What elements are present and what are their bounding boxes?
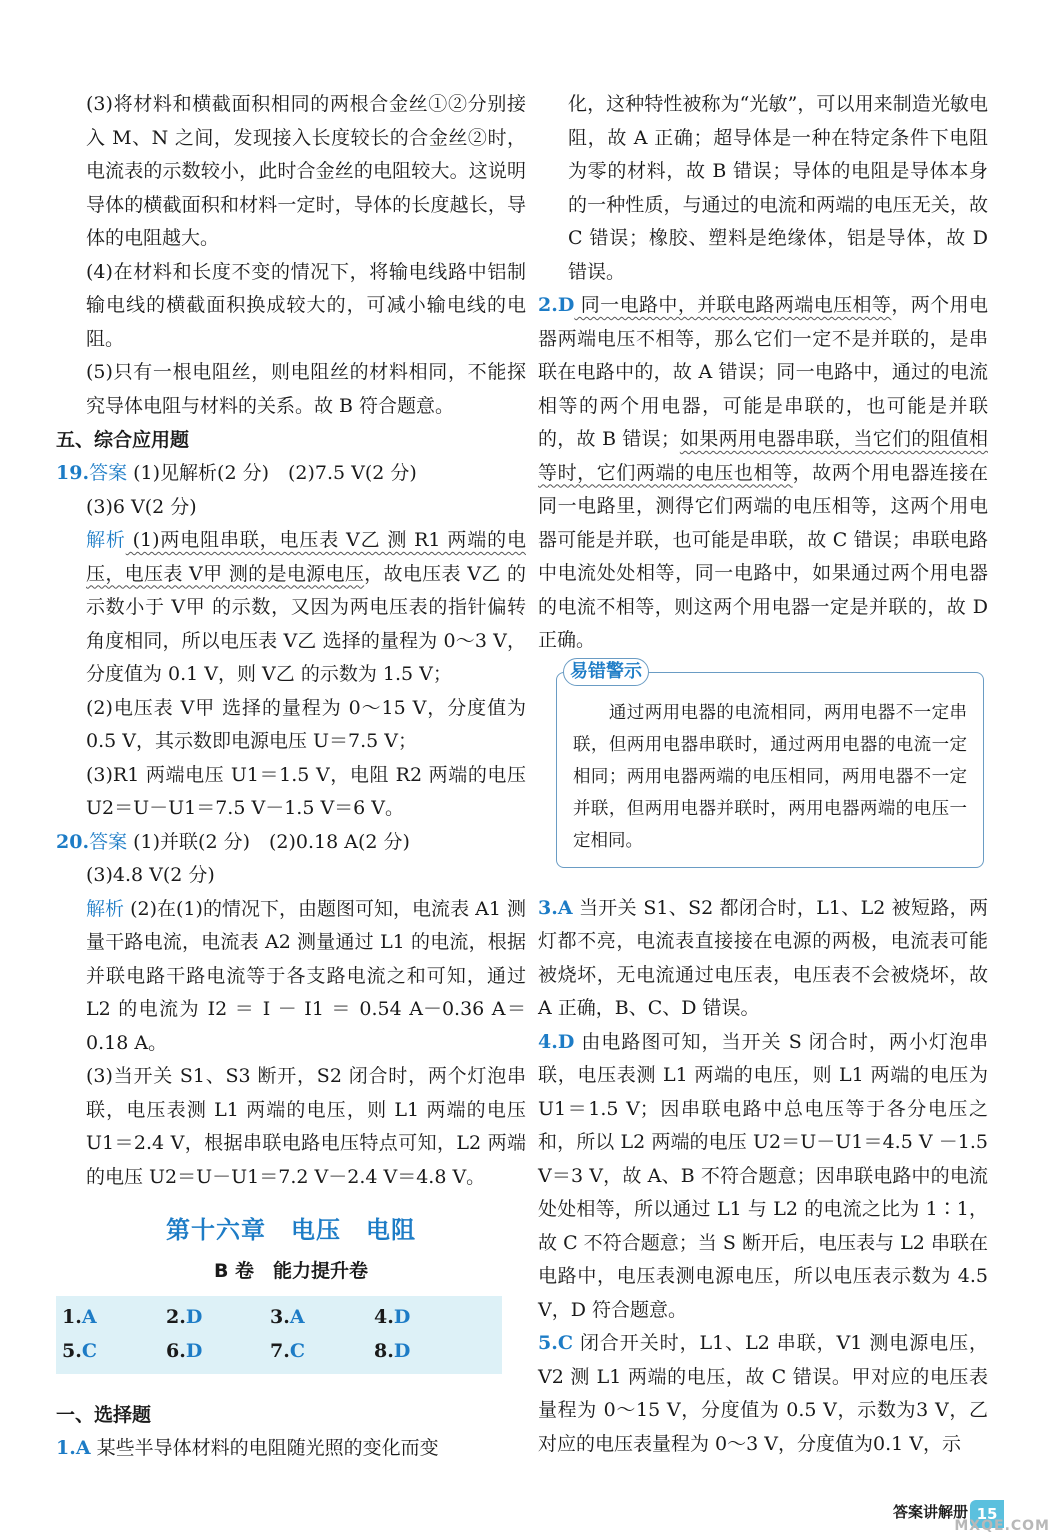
q19-part2: (2)电压表 V甲 选择的量程为 0～15 V，分度值为 0.5 V，其示数即电源电压 U＝7.5 V；: [86, 696, 526, 752]
footer-section-label: 答案讲解册: [892, 1503, 968, 1521]
q19-answer-line2: (3)6 V(2 分): [86, 495, 197, 518]
q20-analysis: [56, 893, 526, 1061]
q5-text: 闭合开关时，L1、L2 串联，V1 测电源电压，V2 测 L1 两端的电压，故 C 错误。甲对应的电压表量程为 0～15 V，分度值为 0.5 V，示数为3 V，乙对应的电压表量程为 0～3 V，分度值为0.1 V，示: [538, 1332, 988, 1455]
section-title-choice: 一、选择题: [56, 1404, 152, 1426]
q2-explanation: [538, 289, 988, 658]
common-mistake-box: [556, 660, 984, 868]
answer-key-table: [56, 1296, 502, 1374]
answer-cell: 3.A: [270, 1306, 305, 1328]
answer-row: [62, 1300, 502, 1334]
answer-label: 答案: [89, 462, 128, 484]
answer-cell: 6.D: [166, 1340, 203, 1362]
volume-title: B 卷 能力提升卷: [213, 1260, 369, 1282]
q19-analysis-rest: ，故电压表 V乙 的示数小于 V甲 的示数，又因为两电压表的指针偏转角度相同，所以电压表 V乙 选择的量程为 0～3 V，分度值为 0.1 V，则 V乙 的示数为 1.5 V；: [86, 562, 526, 685]
q20-answer-text: (1)并联(2 分) (2)0.18 A(2 分): [127, 830, 410, 853]
q1-text: 某些半导体材料的电阻随光照的变化而变: [90, 1437, 439, 1459]
q5-explanation: [538, 1327, 988, 1461]
common-mistake-title: 易错警示: [563, 658, 649, 686]
q18-part5: (5)只有一根电阻丝，则电阻丝的材料相同，不能探究导体电阻与材料的关系。故 B 符合题意。: [86, 361, 526, 417]
q19-answer: [56, 457, 526, 491]
answer-cell: 5.C: [62, 1340, 97, 1362]
answer-row: [62, 1334, 502, 1368]
q1-start: [56, 1432, 526, 1466]
analysis-label: 解析: [86, 529, 126, 551]
left-column: [56, 88, 526, 1466]
q4-text: 由电路图可知，当开关 S 闭合时，两小灯泡串联，电压表测 L1 两端的电压，则 L1 两端的电压为U1＝1.5 V；因串联电路中总电压等于各分电压之和，所以 L2 两端的电压 U2＝U－U1＝4.5 V －1.5 V＝3 V，故 A、B 不符合题意；因串联电路中的电流处处相等，所以通过 L1 与 L2 的电流之比为 1∶1，故 C 不符合题意；当 S 断开后，电压表与 L2 串联在电路中，电压表测电源电压，所以电压表示数为 4.5 V，D 符合题意。: [538, 1030, 988, 1321]
q19-analysis: [56, 524, 526, 692]
q2-text-rest: ，故两个用电器连接在同一电路里，测得它们两端的电压相等，这两个用电器可能是并联，也可能是串联，故 C 错误；串联电路中电流处处相等，同一电路中，如果通过两个用电器的电流不相等，则这两个用电器一定是并联的，故 D 正确。: [538, 461, 988, 651]
q1-number: 1.A: [56, 1437, 91, 1459]
answer-cell: 2.D: [166, 1306, 203, 1328]
q20-answer-line2: (3)4.8 V(2 分): [86, 864, 215, 886]
page-number: 15: [970, 1500, 1004, 1528]
chapter-title: 第十六章 电压 电阻: [166, 1215, 416, 1244]
q18-part3: (3)将材料和横截面积相同的两根合金丝①②分别接入 M、N 之间，发现接入长度较长的合金丝②时，电流表的示数较小，此时合金丝的电阻较大。这说明导体的横截面积和材料一定时，导体的长度越长，导体的电阻越大。: [86, 93, 526, 249]
q4-explanation: [538, 1026, 988, 1328]
q18-part4: (4)在材料和长度不变的情况下，将输电线路中铝制输电线的横截面积换成较大的，可减小输电线的电阻。: [86, 260, 526, 350]
q3-explanation: [538, 892, 988, 1026]
q20-answer: [56, 826, 526, 860]
q20-analysis-text: (2)在(1)的情况下，由题图可知，电流表 A1 测量干路电流，电流表 A2 测量通过 L1 的电流，根据并联电路干路电流等于各支路电流之和可知，通过 L2 的电流为 I2 ＝ I － I1 ＝ 0.54 A－0.36 A＝0.18 A。: [86, 897, 526, 1054]
common-mistake-text: 通过两用电器的电流相同，两用电器不一定串联，但两用电器串联时，通过两用电器的电流一定相同；两用电器两端的电压相同，两用电器不一定并联，但两用电器并联时，两用电器两端的电压一定相同。: [573, 702, 967, 851]
analysis-label: 解析: [86, 897, 125, 920]
q3-text: 当开关 S1、S2 都闭合时，L1、L2 被短路，两灯都不亮，电流表直接接在电源的两极，电流表可能被烧坏，无电流通过电压表，电压表不会被烧坏，故 A 正确，B、C、D 错误。: [538, 896, 988, 1019]
q1-continued: 化，这种特性被称为“光敏”，可以用来制造光敏电阻，故 A 正确；超导体是一种在特定条件下电阻为零的材料，故 B 错误；导体的电阻是导体本身的一种性质，与通过的电流和两端的电压无关，故 C 错误；橡胶、塑料是绝缘体，铝是导体，故 D 错误。: [568, 93, 988, 283]
q20-part3: (3)当开关 S1、S3 断开，S2 闭合时，两个灯泡串联，电压表测 L1 两端的电压，则 L1 两端的电压 U1＝2.4 V，根据串联电路电压特点可知，L2 两端的电压 U2＝U－U1＝7.2 V－2.4 V＝4.8 V。: [86, 1065, 526, 1188]
q19-key-point: (1)两电阻串联，电压表 V乙 测 R1 两端的电压，电压表 V甲 测的是电源电压: [86, 529, 526, 585]
answer-cell: 1.A: [62, 1306, 97, 1328]
q2-number: 2.D: [538, 294, 575, 316]
answer-cell: 4.D: [374, 1306, 411, 1328]
answer-cell: 7.C: [270, 1340, 305, 1362]
q19-number: 19.: [56, 462, 90, 484]
q2-key-point-2: 如果两用电器串联，当它们的阻值相等时，它们两端的电压也相等: [538, 428, 988, 484]
right-column: [538, 88, 988, 1461]
section-title-comprehensive: 五、综合应用题: [56, 429, 190, 451]
q3-number: 3.A: [538, 896, 573, 919]
q5-number: 5.C: [538, 1332, 573, 1354]
q20-number: 20.: [56, 830, 90, 853]
q4-number: 4.D: [538, 1030, 575, 1053]
q2-key-point-1: 同一电路中，并联电路两端电压相等: [574, 294, 892, 316]
q19-answer-text: (1)见解析(2 分) (2)7.5 V(2 分): [127, 462, 417, 484]
watermark: MXQE.COM: [954, 1518, 1050, 1534]
answer-cell: 8.D: [374, 1340, 411, 1362]
q2-text-mid: ，两个用电器两端电压不相等，那么它们一定不是并联的，是串联在电路中的，故 A 错误；同一电路中，通过的电流相等的两个用电器，可能是串联的，也可能是并联的，故 B 错误；: [538, 294, 988, 450]
q19-part3: (3)R1 两端电压 U1＝1.5 V，电阻 R2 两端的电压 U2＝U－U1＝7.5 V－1.5 V＝6 V。: [86, 763, 526, 819]
answer-label: 答案: [89, 830, 128, 853]
